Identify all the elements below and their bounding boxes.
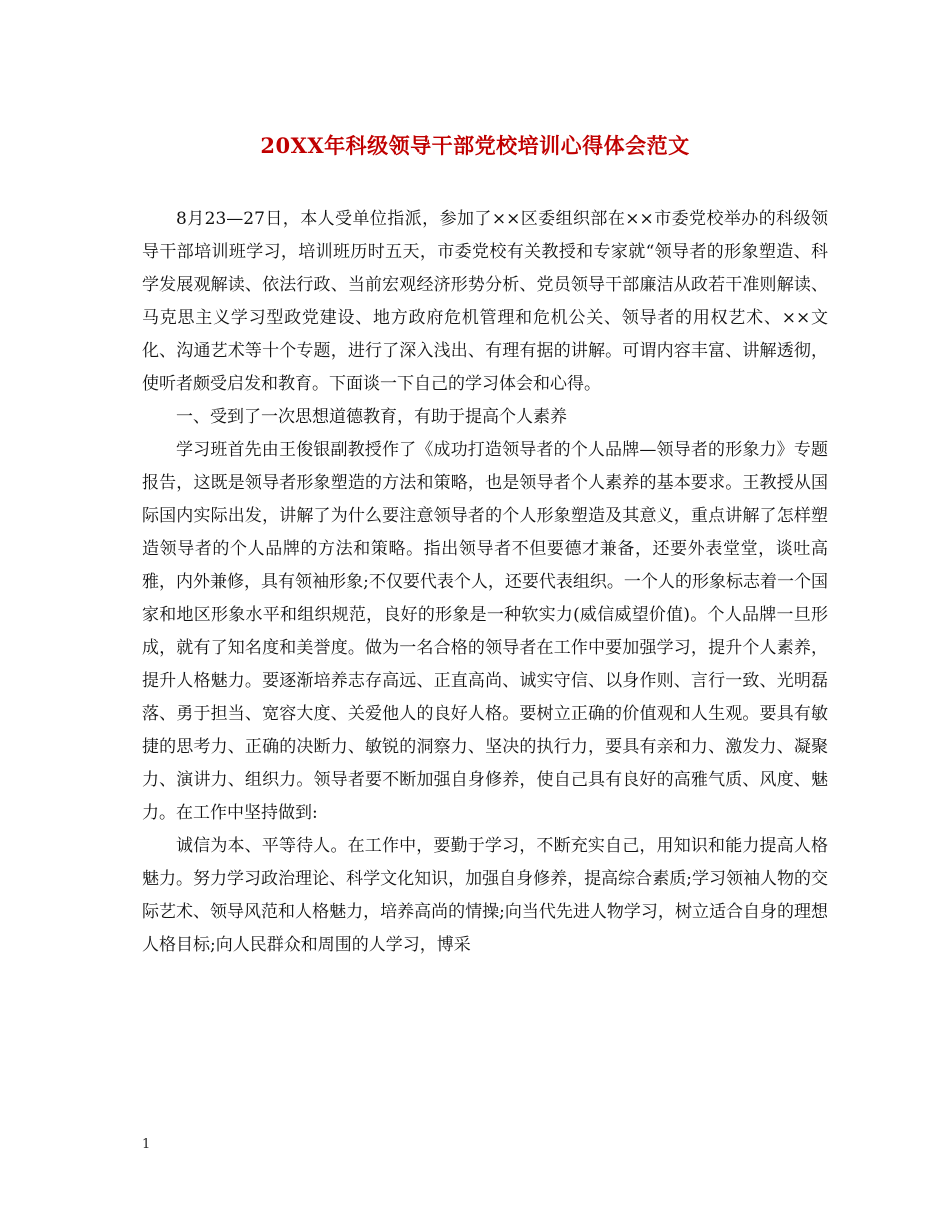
paragraph-intro: 8月23—27日，本人受单位指派，参加了××区委组织部在××市委党校举办的科级领导干部培训班学习，培训班历时五天，市委党校有关教授和专家就“领导者的形象塑造、科学发展观解读、依法行政、当前宏观经济形势分析、党员领导干部廉洁从政若干准则解读、马克思主义学习型政党建设、地方政府危机管理和危机公关、领导者的用权艺术、××文化、沟通艺术等十个专题，进行了深入浅出、有理有据的讲解。可谓内容丰富、讲解透彻，使听者颇受启发和教育。下面谈一下自己的学习体会和心得。 [142, 209, 828, 394]
document-body [142, 203, 828, 962]
page-number: 1 [142, 1137, 151, 1152]
paragraph-image-building: 学习班首先由王俊银副教授作了《成功打造领导者的个人品牌—领导者的形象力》专题报告，这既是领导者形象塑造的方法和策略，也是领导者个人素养的基本要求。王教授从国际国内实际出发，讲解了为什么要注意领导者的个人形象塑造及其意义，重点讲解了怎样塑造领导者的个人品牌的方法和策略。指出领导者不但要德才兼备，还要外表堂堂，谈吐高雅，内外兼修，具有领袖形象;不仅要代表个人，还要代表组织。一个人的形象标志着一个国家和地区形象水平和组织规范，良好的形象是一种软实力(威信威望价值)。个人品牌一旦形成，就有了知名度和美誉度。做为一名合格的领导者在工作中要加强学习，提升个人素养，提升人格魅力。要逐渐培养志存高远、正直高尚、诚实守信、以身作则、言行一致、光明磊落、勇于担当、宽容大度、关爱他人的良好人格。要树立正确的价值观和人生观。要具有敏捷的思考力、正确的决断力、敏锐的洞察力、坚决的执行力，要具有亲和力、激发力、凝聚力、演讲力、组织力。领导者要不断加强自身修养，使自己具有良好的高雅气质、风度、魅力。在工作中坚持做到: [142, 440, 828, 823]
document-title: 20XX年科级领导干部党校培训心得体会范文 [260, 133, 690, 158]
paragraph-section-heading: 一、受到了一次思想道德教育，有助于提高个人素养 [176, 407, 567, 427]
paragraph-integrity: 诚信为本、平等待人。在工作中，要勤于学习，不断充实自己，用知识和能力提高人格魅力。努力学习政治理论、科学文化知识，加强自身修养，提高综合素质;学习领袖人物的交际艺术、领导风范和人格魅力，培养高尚的情操;向当代先进人物学习，树立适合自身的理想人格目标;向人民群众和周围的人学习，博采 [142, 836, 828, 955]
